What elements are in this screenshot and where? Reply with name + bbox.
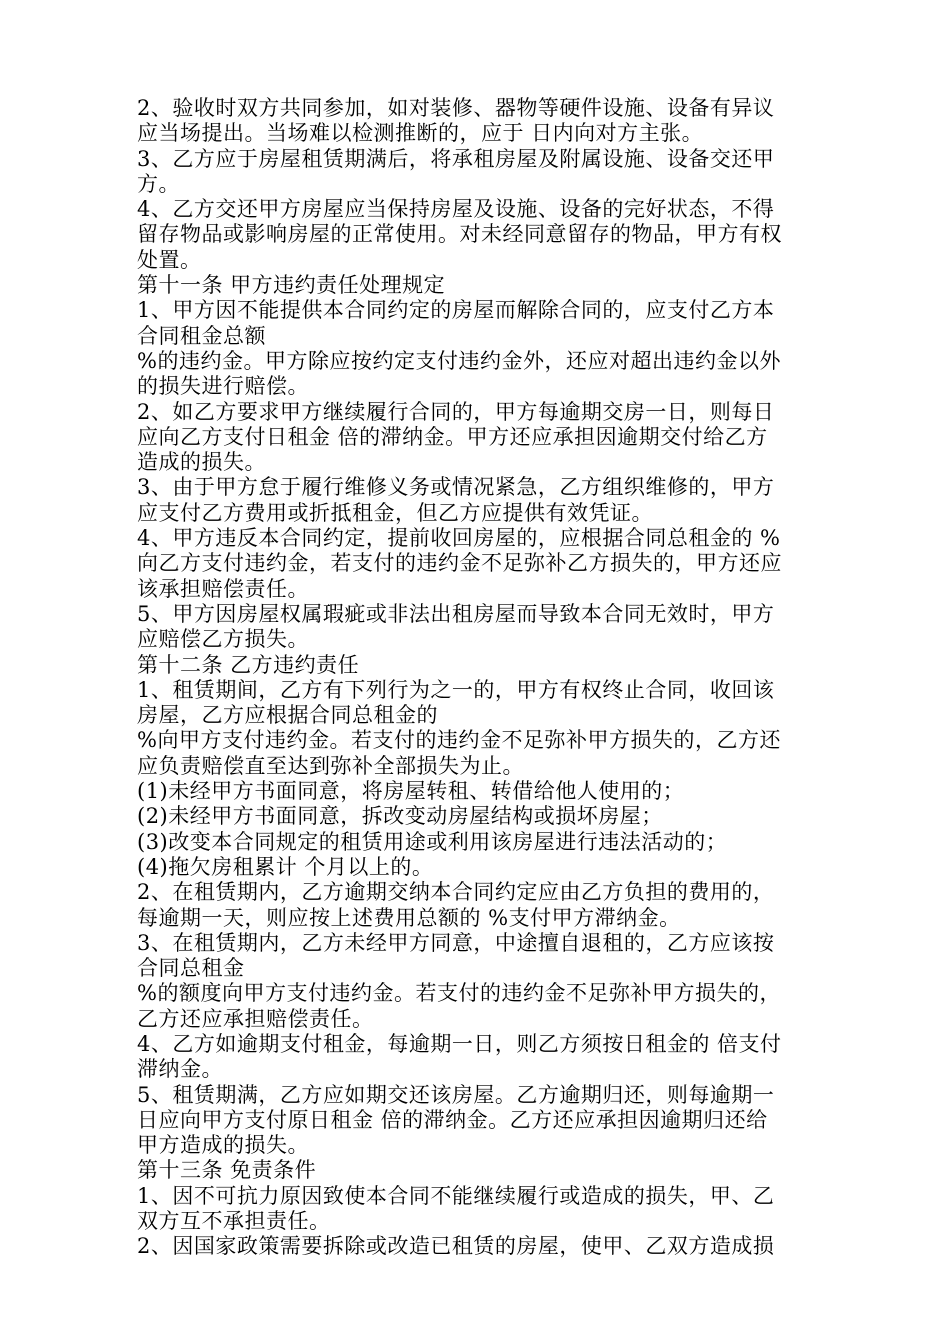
list-item: (3)改变本合同规定的租赁用途或利用该房屋进行违法活动的；: [137, 829, 728, 854]
text-line: 4、乙方交还甲方房屋应当保持房屋及设施、设备的完好状态，不得: [137, 197, 775, 222]
text-line: 5、甲方因房屋权属瑕疵或非法出租房屋而导致本合同无效时，甲方: [137, 601, 775, 626]
text-line: 合同总租金: [137, 956, 245, 981]
text-line: 3、乙方应于房屋租赁期满后，将承租房屋及附属设施、设备交还甲: [137, 146, 775, 171]
text-line: 应赔偿乙方损失。: [137, 627, 309, 652]
text-line: 造成的损失。: [137, 450, 266, 475]
text-line: 每逾期一天，则应按上述费用总额的 %支付甲方滞纳金。: [137, 905, 681, 930]
list-item: (2)未经甲方书面同意，拆改变动房屋结构或损坏房屋；: [137, 804, 663, 829]
text-line: 2、如乙方要求甲方继续履行合同的，甲方每逾期交房一日，则每日: [137, 399, 775, 424]
text-line: 1、甲方因不能提供本合同约定的房屋而解除合同的，应支付乙方本: [137, 298, 775, 323]
text-line: %向甲方支付违约金。若支付的违约金不足弥补甲方损失的，乙方还: [137, 728, 781, 753]
document-page: [137, 96, 817, 1260]
list-item: (4)拖欠房租累计 个月以上的。: [137, 854, 434, 879]
text-line: 应支付乙方费用或折抵租金，但乙方应提供有效凭证。: [137, 500, 653, 525]
text-line: 2、验收时双方共同参加，如对装修、器物等硬件设施、设备有异议: [137, 96, 775, 120]
text-line: 应向乙方支付日租金 倍的滞纳金。甲方还应承担因逾期交付给乙方: [137, 424, 768, 449]
text-line: 甲方造成的损失。: [137, 1133, 309, 1158]
text-line: 3、由于甲方怠于履行维修义务或情况紧急，乙方组织维修的，甲方: [137, 475, 775, 500]
text-line: 2、在租赁期内，乙方逾期交纳本合同约定应由乙方负担的费用的，: [137, 880, 775, 905]
text-line: 4、乙方如逾期支付租金，每逾期一日，则乙方须按日租金的 倍支付: [137, 1031, 782, 1056]
text-line: 留存物品或影响房屋的正常使用。对未经同意留存的物品，甲方有权: [137, 222, 782, 247]
text-line: 双方互不承担责任。: [137, 1209, 331, 1234]
section-heading: 第十二条 乙方违约责任: [137, 652, 360, 677]
text-line: 5、租赁期满，乙方应如期交还该房屋。乙方逾期归还，则每逾期一: [137, 1082, 775, 1107]
text-line: 方。: [137, 171, 180, 196]
text-line: 乙方还应承担赔偿责任。: [137, 1006, 374, 1031]
text-line: %的额度向甲方支付违约金。若支付的违约金不足弥补甲方损失的，: [137, 981, 781, 1006]
section-heading: 第十三条 免责条件: [137, 1158, 317, 1183]
section-heading: 第十一条 甲方违约责任处理规定: [137, 273, 446, 298]
text-line: 1、租赁期间，乙方有下列行为之一的，甲方有权终止合同，收回该: [137, 677, 775, 702]
text-line: 向乙方支付违约金，若支付的违约金不足弥补乙方损失的，甲方还应: [137, 551, 782, 576]
text-line: 3、在租赁期内，乙方未经甲方同意，中途擅自退租的，乙方应该按: [137, 930, 775, 955]
text-line: 处置。: [137, 247, 202, 272]
text-line: 应当场提出。当场难以检测推断的，应于 日内向对方主张。: [137, 121, 704, 146]
text-line: 该承担赔偿责任。: [137, 576, 309, 601]
text-line: 房屋，乙方应根据合同总租金的: [137, 703, 438, 728]
text-line: 2、因国家政策需要拆除或改造已租赁的房屋，使甲、乙双方造成损: [137, 1234, 775, 1259]
text-line: %的违约金。甲方除应按约定支付违约金外，还应对超出违约金以外: [137, 348, 781, 373]
text-line: 滞纳金。: [137, 1057, 223, 1082]
text-line: 应负责赔偿直至达到弥补全部损失为止。: [137, 753, 524, 778]
text-line: 的损失进行赔偿。: [137, 374, 309, 399]
text-line: 4、甲方违反本合同约定，提前收回房屋的，应根据合同总租金的 %: [137, 526, 781, 551]
list-item: (1)未经甲方书面同意，将房屋转租、转借给他人使用的；: [137, 779, 685, 804]
text-line: 日应向甲方支付原日租金 倍的滞纳金。乙方还应承担因逾期归还给: [137, 1107, 768, 1132]
text-line: 合同租金总额: [137, 323, 266, 348]
text-line: 1、因不可抗力原因致使本合同不能继续履行或造成的损失，甲、乙: [137, 1183, 775, 1208]
